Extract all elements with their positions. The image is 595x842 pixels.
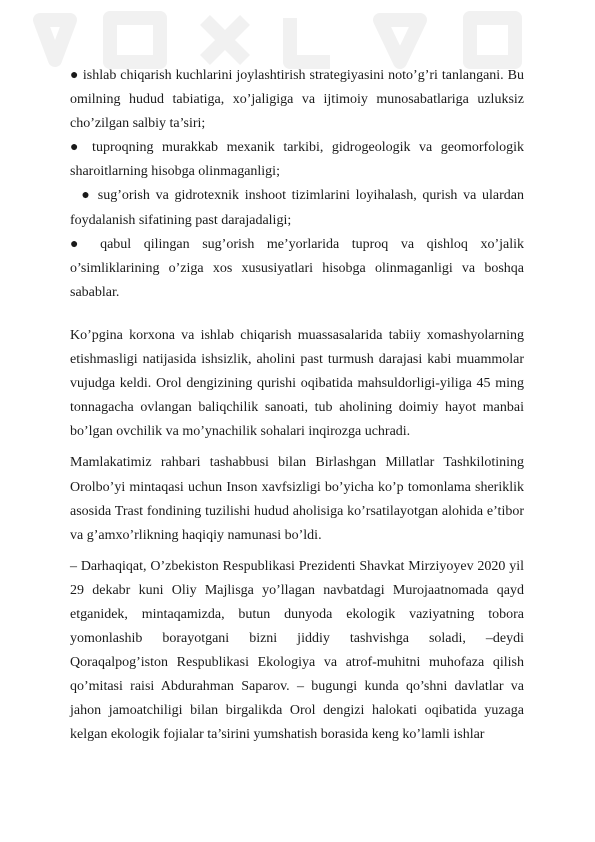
bullet-item-3: ● sug’orish va gidrotexnik inshoot tizimlarini loyihalash, qurish va ulardan foydalanish sifatining past darajadaligi; (70, 188, 528, 228)
bullet-item-2: ● tuproqning murakkab mexanik tarkibi, gidrogeologik va geomorfologik sharoitlarning hisobga olinmaganligi; (70, 140, 524, 180)
paragraph-1: Ko’pgina korxona va ishlab chiqarish muassasalarida tabiiy xomashyolarning etishmasligi natijasida ishsizlik, aholini past turmush darajasi kabi muammolar vujudga keldi. Orol dengizining qurishi oqibatida mahsuldorligi-yiliga 45 ming tonnagacha ovlangan baliqchilik sanoati, tub aholining doimiy hayot manbai bo’lgan ovchilik va mo’ynachilik sohalari inqirozga uchradi. (70, 327, 524, 440)
bullet-item-1: ● ishlab chiqarish kuchlarini joylashtirish strategiyasini noto’g’ri tanlangani. Bu omilning hudud tabiatiga, xo’jaligiga va ijtimoiy munosabatlariga uzluksiz cho’zilgan salbiy ta’siri; (70, 68, 524, 132)
paragraph-3: – Darhaqiqat, O’zbekiston Respublikasi Prezidenti Shavkat Mirziyoyev 2020 yil 29 dekabr kuni Oliy Majlisga yo’llagan navbatdagi Murojaatnomada qayd etganidek, mintaqamizda, butun dunyoda ekologik vaziyatning tobora yomonlashib borayotgani bizni jiddiy tashvishga soladi, –deydi Qoraqalpog’iston Respublikasi Ekologiya va atrof-muhitni muhofaza qilish qo’mitasi raisi Abdurahman Saparov. – bugungi kunda qo’shni davlatlar va jahon jamoatchiligi bilan birgalikda Orol dengizi halokati oqibatida yuzaga kelgan ekologik fojialar ta’sirini yumshatish borasida keng ko’lamli ishlar (70, 558, 524, 743)
document-page (70, 64, 528, 748)
bullet-item-4: ● qabul qilingan sug’orish me’yorlarida tuproq va qishloq xo’jalik o’simliklarining o’ziga xos xususiyatlari hisobga olinmaganligi va boshqa sabablar. (70, 236, 524, 300)
paragraph-spacer (70, 548, 524, 555)
paragraph-spacer (70, 305, 524, 324)
paragraph-spacer (70, 444, 524, 451)
paragraph-2: Mamlakatimiz rahbari tashabbusi bilan Birlashgan Millatlar Tashkilotining Orolbo’yi mintaqasi uchun Inson xavfsizligi bo’yicha ko’p tomonlama sheriklik asosida Trast fondining tuzilishi hudud aholisiga ko’rsatilayotgan alohida e’tibor va g’amxo’rlikning haqiqiy namunasi bo’ldi. (70, 455, 524, 543)
